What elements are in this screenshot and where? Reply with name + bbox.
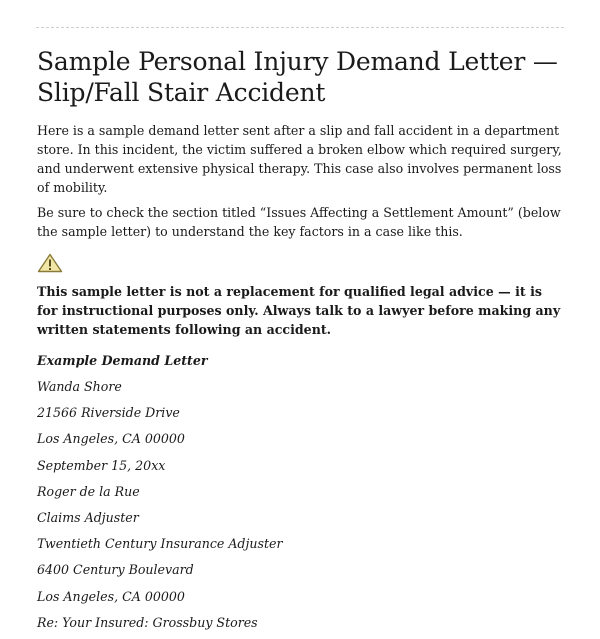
example-heading: Example Demand Letter xyxy=(37,353,208,368)
letter-line: Los Angeles, CA 00000 xyxy=(37,431,185,447)
letter-line: Claims Adjuster xyxy=(37,509,139,525)
top-divider xyxy=(36,27,564,28)
letter-line: Re: Your Insured: Grossbuy Stores xyxy=(37,614,258,630)
document-body xyxy=(37,46,565,639)
letter-line: Wanda Shore xyxy=(37,379,122,394)
document-title: Sample Personal Injury Demand Letter — Slip/Fall Stair Accident xyxy=(37,47,558,107)
disclaimer-text: This sample letter is not a replacement for qualified legal advice — it is for instructional purposes only. Always talk to a lawyer before making any written statements following an accident. xyxy=(37,284,561,337)
check-note-paragraph: Be sure to check the section titled “Issues Affecting a Settlement Amount” (below the sample letter) to understand the key factors in a case like this. xyxy=(37,205,561,239)
letter-line: Roger de la Rue xyxy=(37,483,140,499)
letter-line: Los Angeles, CA 00000 xyxy=(37,588,185,604)
letter-line: 21566 Riverside Drive xyxy=(37,405,180,421)
intro-paragraph: Here is a sample demand letter sent after a slip and fall accident in a department store. In this incident, the victim suffered a broken elbow which required surgery, and underwent extensive physical therapy. This case also involves permanent loss of mobility. xyxy=(37,123,562,195)
letter-line: 6400 Century Boulevard xyxy=(37,562,194,578)
letter-line: Twentieth Century Insurance Adjuster xyxy=(37,536,283,552)
letter-line: September 15, 20xx xyxy=(37,457,166,473)
letter-block xyxy=(37,377,565,632)
warning-triangle-icon xyxy=(37,253,565,275)
